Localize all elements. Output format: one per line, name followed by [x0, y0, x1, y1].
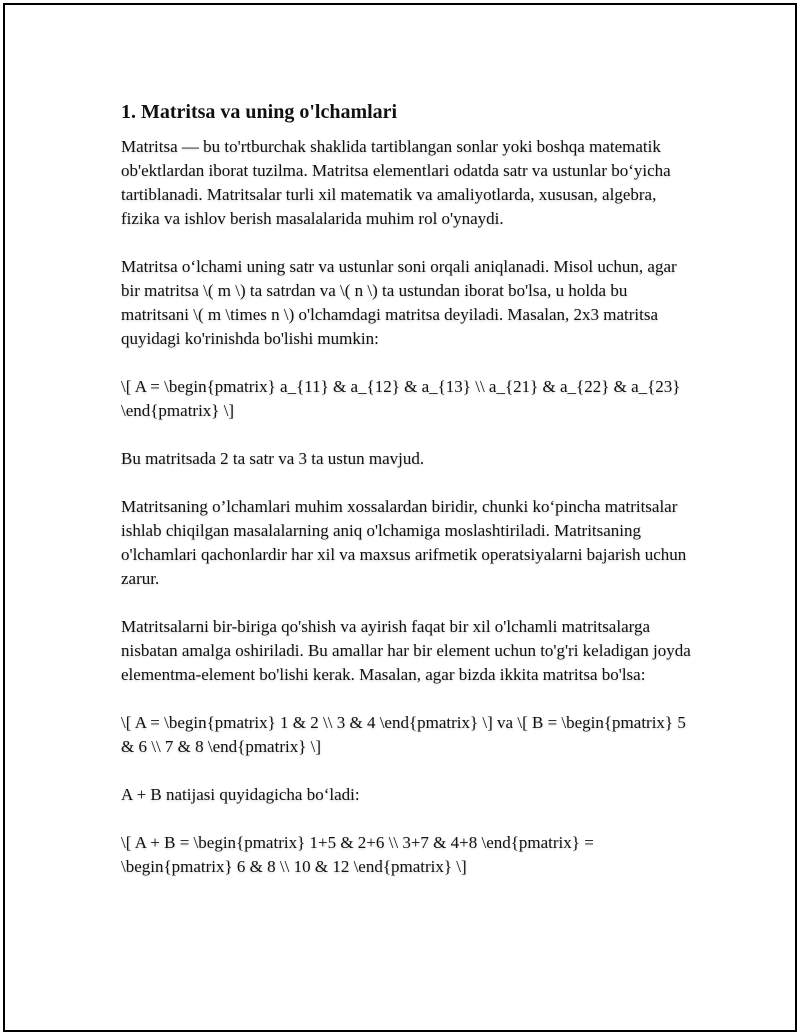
formula-matrix-2x3: \[ A = \begin{pmatrix} a_{11} & a_{12} & a_{13} \\ a_{21} & a_{22} & a_{23} \end{pmatrix} \]: [121, 377, 681, 420]
paragraph-dimension: Matritsa o‘lchami uning satr va ustunlar soni orqali aniqlanadi. Misol uchun, agar bir matritsa \( m \) ta satrdan va \( n \) ta ustundan iborat bo'lsa, u holda bu matritsani \( m \times n \) o'lchamdagi matritsa deyiladi. Masalan, 2x3 matritsa quyidagi ko'rinishda bo'lishi mumkin:: [121, 257, 677, 348]
paragraph-definition: Matritsa — bu to'rtburchak shaklida tartiblangan sonlar yoki boshqa matematik ob'ektlardan iborat tuzilma. Matritsa elementlari odatda satr va ustunlar bo‘yicha tartiblanadi. Matritsalar turli xil matematik va amaliyotlarda, xususan, algebra, fizika va ishlov berish masalalarida muhim rol o'ynaydi.: [121, 137, 671, 228]
paragraph-rows-columns: Bu matritsada 2 ta satr va 3 ta ustun mavjud.: [121, 449, 425, 468]
document-body: [121, 99, 691, 903]
section-heading: 1. Matritsa va uning o'lchamlari: [121, 101, 398, 123]
formula-matrices-a-b: \[ A = \begin{pmatrix} 1 & 2 \\ 3 & 4 \end{pmatrix} \] va \[ B = \begin{pmatrix} 5 & 6 \\ 7 & 8 \end{pmatrix} \]: [121, 713, 686, 756]
paragraph-addition: Matritsalarni bir-biriga qo'shish va ayirish faqat bir xil o'lchamli matritsalarga nisbatan amalga oshiriladi. Bu amallar har bir element uchun to'g'ri keladigan joyda elementma-element bo'lishi kerak. Masalan, agar bizda ikkita matritsa bo'lsa:: [121, 617, 691, 684]
paragraph-dimension-importance: Matritsaning o’lchamlari muhim xossalardan biridir, chunki ko‘pincha matritsalar ishlab chiqilgan masalalarning aniq o'lchamiga moslashtiriladi. Matritsaning o'lchamlari qachonlardir har xil va maxsus arifmetik operatsiyalarni bajarish uchun zarur.: [121, 497, 687, 588]
paragraph-sum-intro: A + B natijasi quyidagicha bo‘ladi:: [121, 785, 360, 804]
page-frame: [3, 3, 797, 1032]
formula-sum-result: \[ A + B = \begin{pmatrix} 1+5 & 2+6 \\ 3+7 & 4+8 \end{pmatrix} = \begin{pmatrix} 6 & 8 \\ 10 & 12 \end{pmatrix} \]: [121, 833, 594, 876]
